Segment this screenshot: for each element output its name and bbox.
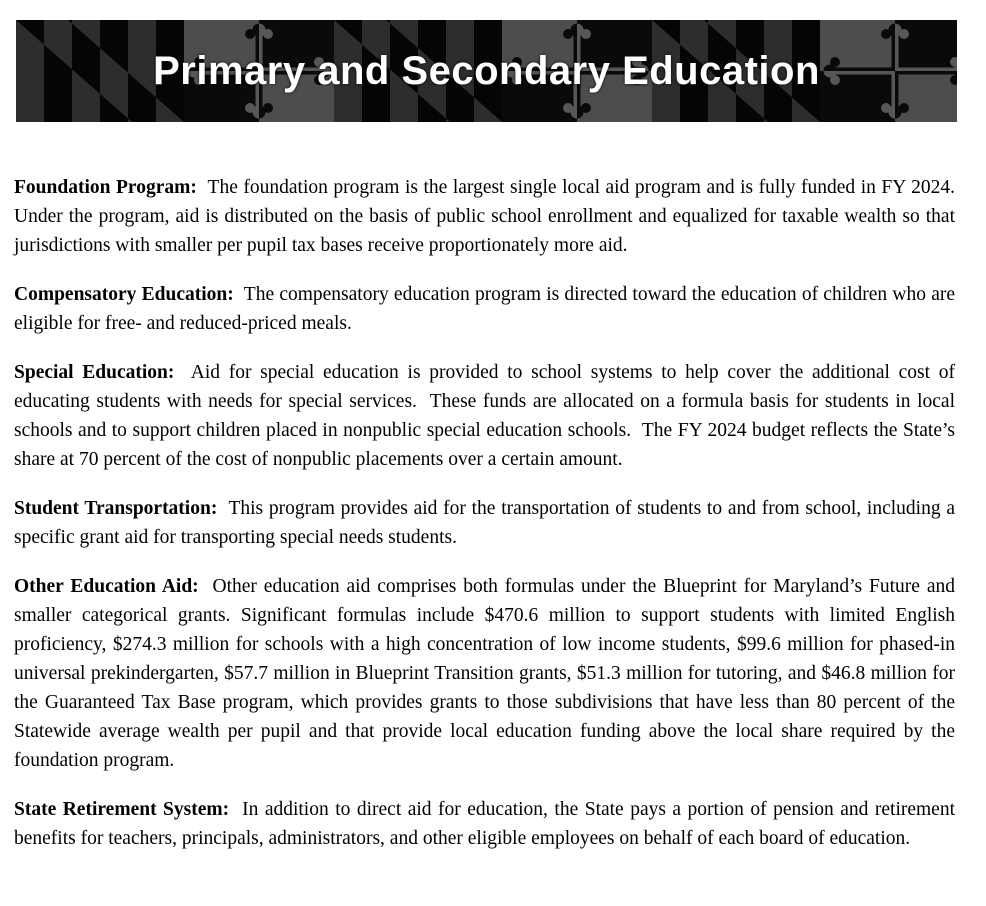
section-text: In addition to direct aid for education, the State pays a portion of pension and retirement benefits for teachers, principals, administrators, and other eligible employees on behalf of each board of education. (14, 799, 960, 849)
section-state-retirement-system (14, 795, 960, 853)
section-compensatory-education (14, 280, 960, 338)
section-label: Other Education Aid: (14, 576, 199, 597)
section-text: Aid for special education is provided to school systems to help cover the additional cost of educating students with needs for special services. These funds are allocated on a formula basis for students in local schools and to support children placed in nonpublic special education schools. The FY 2024 budget reflects the State’s share at 70 percent of the cost of nonpublic placements over a certain amount. (14, 362, 960, 470)
section-label: Special Education: (14, 362, 175, 383)
section-text: Other education aid comprises both formulas under the Blueprint for Maryland’s Future and smaller categorical grants. Significant formulas include $470.6 million to support students with limited English proficiency, $274.3 million for schools with a high concentration of low income students, $99.6 million for phased-in universal prekindergarten, $57.7 million in Blueprint Transition grants, $51.3 million for tutoring, and $46.8 million for the Guaranteed Tax Base program, which provides grants to those subdivisions that have less than 80 percent of the Statewide average wealth per pupil and that provide local education funding above the local share required by the foundation program. (14, 576, 960, 771)
section-special-education (14, 358, 960, 474)
section-label: Compensatory Education: (14, 284, 234, 305)
section-text: The foundation program is the largest single local aid program and is fully funded in FY 2024. Under the program, aid is distributed on the basis of public school enrollment and equalized for taxable wealth so that jurisdictions with smaller per pupil tax bases receive proportionately more aid. (14, 177, 965, 256)
section-label: State Retirement System: (14, 799, 230, 820)
section-student-transportation (14, 494, 960, 552)
section-foundation-program (14, 173, 965, 260)
document-body (14, 173, 965, 873)
page-title: Primary and Secondary Education (153, 48, 820, 93)
section-label: Student Transportation: (14, 498, 218, 519)
section-text: This program provides aid for the transportation of students to and from school, including a specific grant aid for transporting special needs students. (14, 498, 960, 548)
section-label: Foundation Program: (14, 177, 197, 198)
section-other-education-aid (14, 572, 960, 775)
section-text: The compensatory education program is directed toward the education of children who are eligible for free- and reduced-priced meals. (14, 284, 960, 334)
maryland-flag-banner (16, 20, 957, 122)
